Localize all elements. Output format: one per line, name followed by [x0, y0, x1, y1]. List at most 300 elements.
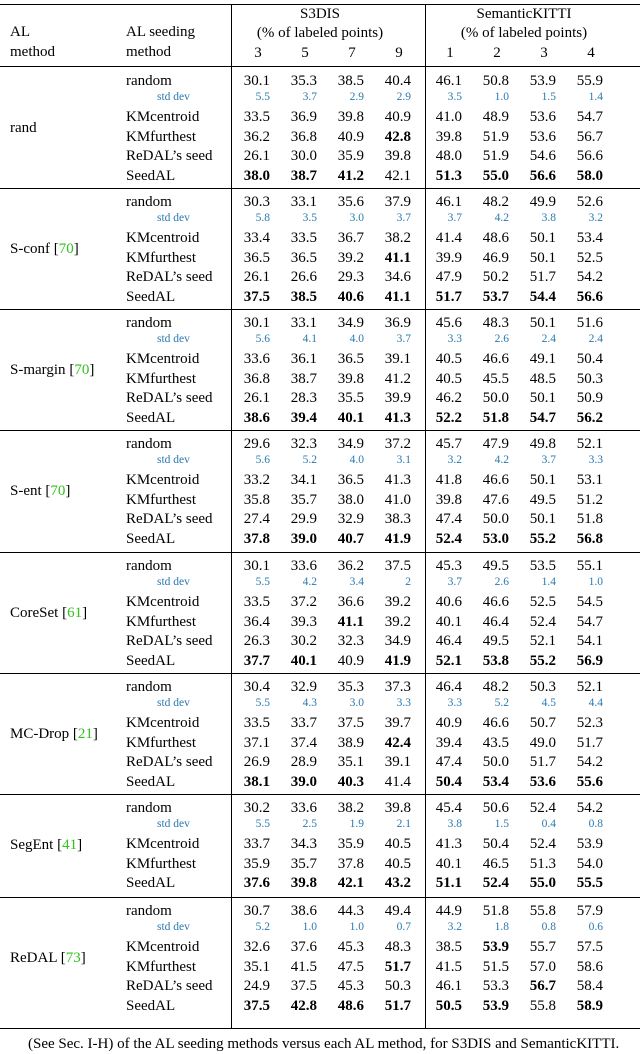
s3dis-cell: 37.1 [243, 734, 270, 751]
kitti-std-cell: 2.6 [494, 332, 509, 345]
s3dis-cell: 29.3 [337, 269, 364, 286]
kitti-cell: 46.4 [435, 633, 462, 650]
header-s3dis-col: 7 [348, 45, 356, 61]
s3dis-cell: 34.6 [384, 269, 411, 286]
s3dis-std-cell: 4.2 [302, 575, 317, 588]
seed-method-label: KMfurthest [126, 734, 196, 751]
kitti-cell: 56.9 [576, 652, 603, 669]
s3dis-cell: 30.1 [243, 315, 270, 331]
s3dis-cell: 36.5 [243, 249, 270, 266]
kitti-cell: 50.3 [529, 679, 556, 695]
kitti-cell: 56.7 [529, 978, 556, 995]
header-seeding-2: method [126, 44, 171, 60]
kitti-std-cell: 3.5 [447, 90, 462, 103]
seed-method-label: ReDAL’s seed [126, 754, 213, 771]
s3dis-cell: 36.4 [243, 613, 270, 630]
kitti-std-cell: 1.8 [494, 920, 509, 933]
s3dis-cell: 39.4 [290, 409, 317, 426]
kitti-cell: 49.0 [529, 734, 556, 751]
kitti-cell: 53.6 [529, 128, 556, 145]
kitti-cell: 46.1 [435, 978, 462, 995]
citation-link[interactable]: 70 [74, 362, 90, 379]
s3dis-cell: 34.3 [290, 836, 317, 852]
s3dis-cell: 36.1 [290, 351, 317, 367]
kitti-cell: 50.1 [529, 315, 556, 331]
kitti-cell: 55.8 [529, 903, 556, 919]
al-method-label: rand [10, 120, 37, 137]
kitti-cell: 39.9 [435, 249, 462, 266]
s3dis-cell: 37.8 [337, 855, 364, 872]
table-caption: (See Sec. I-H) of the AL seeding methods versus each AL method, for S3DIS and SemanticKITTI. [28, 1036, 620, 1052]
kitti-cell: 51.6 [576, 315, 603, 331]
seed-method-label: KMcentroid [126, 939, 200, 955]
header-al-method-2: method [10, 44, 55, 60]
kitti-cell: 41.4 [435, 230, 462, 246]
citation-close: ] [73, 241, 79, 258]
s3dis-std-cell: 3.4 [349, 575, 364, 588]
kitti-std-cell: 1.5 [541, 90, 556, 103]
s3dis-cell: 36.9 [384, 315, 411, 331]
seed-method-label: random [126, 194, 172, 210]
s3dis-std-cell: 1.0 [349, 920, 364, 933]
kitti-cell: 54.5 [576, 594, 603, 610]
group-rule [0, 897, 640, 898]
kitti-cell: 53.9 [482, 939, 509, 955]
s3dis-cell: 51.7 [384, 958, 411, 975]
s3dis-cell: 41.1 [384, 249, 411, 266]
std-dev-label: std dev [157, 696, 190, 709]
kitti-cell: 52.1 [576, 679, 603, 695]
kitti-cell: 52.5 [576, 249, 603, 266]
s3dis-cell: 37.3 [384, 679, 411, 695]
seed-method-label: random [126, 436, 172, 452]
s3dis-cell: 26.9 [243, 754, 270, 771]
seed-method-label: ReDAL’s seed [126, 390, 213, 407]
header-kitti-col: 2 [493, 45, 501, 61]
s3dis-cell: 28.9 [290, 754, 317, 771]
citation-close: ] [82, 605, 88, 622]
kitti-cell: 54.2 [576, 800, 603, 816]
seed-method-label: SeedAL [126, 167, 176, 184]
s3dis-cell: 26.6 [290, 269, 317, 286]
kitti-std-cell: 1.4 [541, 575, 556, 588]
kitti-cell: 52.1 [529, 633, 556, 650]
seed-method-label: KMfurthest [126, 128, 196, 145]
header-s3dis-subtitle: (% of labeled points) [256, 25, 384, 41]
kitti-cell: 55.8 [529, 997, 556, 1014]
kitti-cell: 53.1 [576, 472, 603, 488]
s3dis-cell: 33.5 [243, 594, 270, 610]
s3dis-cell: 30.0 [290, 148, 317, 165]
header-kitti-title: SemanticKITTI [476, 6, 572, 22]
kitti-cell: 52.6 [576, 194, 603, 210]
std-dev-label: std dev [157, 575, 190, 588]
citation-link[interactable]: 61 [67, 605, 83, 622]
kitti-cell: 39.4 [435, 734, 462, 751]
kitti-std-cell: 1.4 [588, 90, 603, 103]
s3dis-cell: 39.1 [384, 754, 411, 771]
kitti-cell: 58.6 [576, 958, 603, 975]
s3dis-cell: 33.5 [290, 230, 317, 246]
kitti-std-cell: 3.7 [447, 211, 462, 224]
kitti-cell: 40.1 [435, 855, 462, 872]
s3dis-cell: 35.8 [243, 491, 270, 508]
kitti-cell: 49.5 [482, 633, 509, 650]
kitti-cell: 53.3 [482, 978, 509, 995]
s3dis-cell: 37.8 [243, 530, 270, 547]
s3dis-cell: 40.1 [290, 652, 317, 669]
kitti-cell: 52.1 [576, 436, 603, 452]
s3dis-cell: 41.3 [384, 472, 411, 488]
kitti-cell: 53.4 [576, 230, 603, 246]
kitti-cell: 45.3 [435, 558, 462, 574]
kitti-cell: 46.5 [482, 855, 509, 872]
seed-method-label: ReDAL’s seed [126, 978, 213, 995]
kitti-cell: 50.0 [482, 754, 509, 771]
s3dis-cell: 49.4 [384, 903, 411, 919]
citation-open: [ [41, 483, 51, 500]
std-dev-label: std dev [157, 332, 190, 345]
seed-method-label: KMcentroid [126, 351, 200, 367]
s3dis-cell: 36.6 [337, 594, 364, 610]
kitti-cell: 51.8 [576, 511, 603, 528]
s3dis-cell: 29.6 [243, 436, 270, 452]
seed-method-label: KMfurthest [126, 613, 196, 630]
s3dis-cell: 35.5 [337, 390, 364, 407]
s3dis-std-cell: 5.8 [255, 211, 270, 224]
s3dis-std-cell: 5.5 [255, 90, 270, 103]
kitti-cell: 53.6 [529, 773, 556, 790]
kitti-cell: 51.3 [435, 167, 462, 184]
seed-method-label: KMcentroid [126, 715, 200, 731]
kitti-cell: 55.6 [576, 773, 603, 790]
s3dis-cell: 34.9 [337, 315, 364, 331]
s3dis-cell: 35.9 [243, 855, 270, 872]
header-kitti-col: 1 [446, 45, 454, 61]
s3dis-cell: 26.1 [243, 148, 270, 165]
citation-link[interactable]: 70 [50, 483, 66, 500]
kitti-cell: 44.9 [435, 903, 462, 919]
kitti-cell: 43.5 [482, 734, 509, 751]
kitti-cell: 40.6 [435, 594, 462, 610]
kitti-cell: 54.6 [529, 148, 556, 165]
kitti-std-cell: 2.4 [541, 332, 556, 345]
s3dis-cell: 35.6 [337, 194, 364, 210]
kitti-cell: 58.9 [576, 997, 603, 1014]
kitti-cell: 51.7 [529, 269, 556, 286]
citation-link[interactable]: 21 [77, 726, 93, 743]
s3dis-cell: 33.5 [243, 715, 270, 731]
s3dis-cell: 36.7 [337, 230, 364, 246]
kitti-cell: 53.8 [482, 652, 509, 669]
s3dis-cell: 38.9 [337, 734, 364, 751]
kitti-std-cell: 1.5 [494, 817, 509, 830]
kitti-std-cell: 3.2 [447, 920, 462, 933]
kitti-cell: 38.5 [435, 939, 462, 955]
s3dis-std-cell: 5.5 [255, 575, 270, 588]
group-rule [0, 309, 640, 310]
header-s3dis-col: 3 [254, 45, 262, 61]
citation-link[interactable]: 41 [62, 837, 78, 854]
kitti-cell: 47.4 [435, 511, 462, 528]
kitti-cell: 50.1 [529, 230, 556, 246]
std-dev-label: std dev [157, 453, 190, 466]
s3dis-cell: 33.4 [243, 230, 270, 246]
kitti-cell: 52.4 [529, 836, 556, 852]
s3dis-cell: 41.3 [384, 409, 411, 426]
kitti-cell: 50.8 [482, 73, 509, 89]
kitti-cell: 53.7 [482, 288, 509, 305]
s3dis-cell: 24.9 [243, 978, 270, 995]
kitti-cell: 49.5 [482, 558, 509, 574]
kitti-cell: 51.1 [435, 875, 462, 892]
citation-open: [ [53, 837, 63, 854]
kitti-cell: 45.6 [435, 315, 462, 331]
s3dis-std-cell: 5.2 [255, 920, 270, 933]
kitti-cell: 55.0 [482, 167, 509, 184]
kitti-std-cell: 3.3 [447, 696, 462, 709]
std-dev-label: std dev [157, 920, 190, 933]
kitti-cell: 50.0 [482, 511, 509, 528]
kitti-cell: 57.5 [576, 939, 603, 955]
seed-method-label: SeedAL [126, 288, 176, 305]
seed-method-label: SeedAL [126, 530, 176, 547]
kitti-std-cell: 3.3 [588, 453, 603, 466]
s3dis-std-cell: 4.0 [349, 332, 364, 345]
citation-open: [ [50, 241, 59, 258]
kitti-cell: 45.5 [482, 370, 509, 387]
kitti-cell: 46.1 [435, 194, 462, 210]
s3dis-cell: 32.3 [337, 633, 364, 650]
kitti-cell: 46.6 [482, 472, 509, 488]
kitti-cell: 56.8 [576, 530, 603, 547]
seed-method-label: random [126, 73, 172, 89]
al-method-label: ReDAL [10, 950, 57, 967]
kitti-cell: 39.8 [435, 491, 462, 508]
seed-method-label: SeedAL [126, 409, 176, 426]
s3dis-cell: 33.7 [243, 836, 270, 852]
s3dis-cell: 32.9 [290, 679, 317, 695]
s3dis-cell: 35.7 [290, 491, 317, 508]
s3dis-std-cell: 3.5 [302, 211, 317, 224]
s3dis-std-cell: 2.1 [396, 817, 411, 830]
s3dis-cell: 48.6 [337, 997, 364, 1014]
kitti-cell: 54.1 [576, 633, 603, 650]
header-seeding-1: AL seeding [126, 24, 196, 40]
group-rule [0, 188, 640, 189]
s3dis-cell: 38.0 [337, 491, 364, 508]
kitti-cell: 55.9 [576, 73, 603, 89]
kitti-cell: 54.7 [576, 613, 603, 630]
s3dis-cell: 34.9 [384, 633, 411, 650]
s3dis-std-cell: 1.0 [302, 920, 317, 933]
s3dis-cell: 41.5 [290, 958, 317, 975]
s3dis-cell: 38.0 [243, 167, 270, 184]
kitti-std-cell: 2.6 [494, 575, 509, 588]
s3dis-cell: 37.5 [290, 978, 317, 995]
seed-method-label: KMcentroid [126, 230, 200, 246]
kitti-cell: 46.4 [482, 613, 509, 630]
s3dis-cell: 33.6 [243, 351, 270, 367]
seed-method-label: KMfurthest [126, 491, 196, 508]
s3dis-cell: 41.4 [384, 773, 411, 790]
kitti-divider [425, 4, 426, 1028]
s3dis-std-cell: 3.0 [349, 696, 364, 709]
kitti-std-cell: 3.8 [541, 211, 556, 224]
s3dis-std-cell: 5.5 [255, 696, 270, 709]
s3dis-cell: 36.5 [290, 249, 317, 266]
s3dis-std-cell: 3.0 [349, 211, 364, 224]
kitti-cell: 55.2 [529, 652, 556, 669]
s3dis-cell: 33.2 [243, 472, 270, 488]
kitti-cell: 51.7 [576, 734, 603, 751]
citation-close: ] [89, 362, 95, 379]
kitti-std-cell: 4.2 [494, 453, 509, 466]
header-kitti-subtitle: (% of labeled points) [460, 25, 588, 41]
s3dis-cell: 35.1 [243, 958, 270, 975]
kitti-cell: 48.2 [482, 679, 509, 695]
kitti-cell: 57.0 [529, 958, 556, 975]
kitti-cell: 45.4 [435, 800, 462, 816]
al-method-name [10, 482, 70, 501]
s3dis-cell: 35.3 [337, 679, 364, 695]
citation-open: [ [69, 726, 78, 743]
s3dis-cell: 44.3 [337, 903, 364, 919]
kitti-cell: 51.5 [482, 958, 509, 975]
std-dev-label: std dev [157, 90, 190, 103]
s3dis-cell: 39.9 [384, 390, 411, 407]
kitti-cell: 46.4 [435, 679, 462, 695]
al-method-name [10, 725, 98, 744]
s3dis-cell: 36.8 [243, 370, 270, 387]
header-kitti-col: 3 [540, 45, 548, 61]
kitti-cell: 39.8 [435, 128, 462, 145]
kitti-cell: 46.6 [482, 594, 509, 610]
s3dis-cell: 50.3 [384, 978, 411, 995]
seed-method-label: KMfurthest [126, 958, 196, 975]
kitti-cell: 52.4 [482, 875, 509, 892]
s3dis-cell: 37.7 [243, 652, 270, 669]
s3dis-cell: 30.4 [243, 679, 270, 695]
kitti-cell: 41.0 [435, 109, 462, 125]
kitti-cell: 50.4 [482, 836, 509, 852]
s3dis-cell: 40.9 [337, 652, 364, 669]
std-dev-label: std dev [157, 211, 190, 224]
kitti-cell: 54.0 [576, 855, 603, 872]
kitti-cell: 53.9 [576, 836, 603, 852]
s3dis-cell: 38.7 [290, 167, 317, 184]
s3dis-cell: 40.4 [384, 73, 411, 89]
citation-link[interactable]: 73 [65, 950, 81, 967]
seed-method-label: random [126, 315, 172, 331]
kitti-cell: 41.5 [435, 958, 462, 975]
s3dis-std-cell: 5.6 [255, 453, 270, 466]
seed-method-label: KMcentroid [126, 472, 200, 488]
s3dis-cell: 40.5 [384, 836, 411, 852]
al-method-label: S-ent [10, 483, 42, 500]
s3dis-cell: 30.1 [243, 73, 270, 89]
s3dis-cell: 37.9 [384, 194, 411, 210]
al-method-name [10, 949, 86, 968]
s3dis-cell: 39.8 [337, 370, 364, 387]
s3dis-std-cell: 3.7 [302, 90, 317, 103]
kitti-cell: 49.1 [529, 351, 556, 367]
al-method-label: S-margin [10, 362, 66, 379]
s3dis-cell: 37.5 [384, 558, 411, 574]
kitti-cell: 50.0 [482, 390, 509, 407]
s3dis-cell: 35.9 [337, 148, 364, 165]
seed-method-label: SeedAL [126, 652, 176, 669]
s3dis-cell: 29.9 [290, 511, 317, 528]
citation-link[interactable]: 70 [58, 241, 74, 258]
s3dis-cell: 26.1 [243, 390, 270, 407]
seed-method-label: random [126, 558, 172, 574]
s3dis-std-cell: 3.1 [396, 453, 411, 466]
s3dis-cell: 37.2 [384, 436, 411, 452]
kitti-cell: 52.4 [529, 800, 556, 816]
seed-method-label: SeedAL [126, 875, 176, 892]
s3dis-cell: 27.4 [243, 511, 270, 528]
kitti-cell: 58.4 [576, 978, 603, 995]
s3dis-cell: 40.9 [337, 128, 364, 145]
kitti-cell: 46.6 [482, 715, 509, 731]
kitti-cell: 49.9 [529, 194, 556, 210]
s3dis-cell: 35.7 [290, 855, 317, 872]
s3dis-cell: 38.6 [243, 409, 270, 426]
s3dis-std-cell: 2.9 [349, 90, 364, 103]
kitti-cell: 55.1 [576, 558, 603, 574]
kitti-std-cell: 1.0 [494, 90, 509, 103]
al-method-label: MC-Drop [10, 726, 70, 743]
kitti-cell: 48.5 [529, 370, 556, 387]
kitti-cell: 54.7 [529, 409, 556, 426]
kitti-cell: 47.4 [435, 754, 462, 771]
kitti-std-cell: 0.8 [588, 817, 603, 830]
s3dis-std-cell: 5.6 [255, 332, 270, 345]
s3dis-cell: 41.2 [337, 167, 364, 184]
kitti-std-cell: 4.2 [494, 211, 509, 224]
s3dis-std-cell: 1.9 [349, 817, 364, 830]
s3dis-cell: 41.9 [384, 652, 411, 669]
s3dis-cell: 37.2 [290, 594, 317, 610]
s3dis-cell: 41.2 [384, 370, 411, 387]
kitti-cell: 54.2 [576, 269, 603, 286]
kitti-cell: 40.5 [435, 351, 462, 367]
citation-open: [ [58, 605, 68, 622]
kitti-cell: 56.7 [576, 128, 603, 145]
seed-method-label: ReDAL’s seed [126, 148, 213, 165]
s3dis-cell: 39.8 [337, 109, 364, 125]
s3dis-cell: 38.5 [337, 73, 364, 89]
kitti-cell: 50.7 [529, 715, 556, 731]
kitti-cell: 48.0 [435, 148, 462, 165]
kitti-std-cell: 4.4 [588, 696, 603, 709]
s3dis-cell: 36.5 [337, 472, 364, 488]
s3dis-cell: 38.1 [243, 773, 270, 790]
kitti-cell: 50.4 [435, 773, 462, 790]
kitti-cell: 47.9 [482, 436, 509, 452]
s3dis-cell: 45.3 [337, 939, 364, 955]
kitti-cell: 51.2 [576, 491, 603, 508]
s3dis-std-cell: 4.3 [302, 696, 317, 709]
kitti-cell: 56.6 [529, 167, 556, 184]
s3dis-cell: 45.3 [337, 978, 364, 995]
s3dis-cell: 36.2 [337, 558, 364, 574]
s3dis-cell: 38.7 [290, 370, 317, 387]
header-s3dis-title: S3DIS [299, 6, 341, 22]
s3dis-cell: 43.2 [384, 875, 411, 892]
group-rule [0, 552, 640, 553]
